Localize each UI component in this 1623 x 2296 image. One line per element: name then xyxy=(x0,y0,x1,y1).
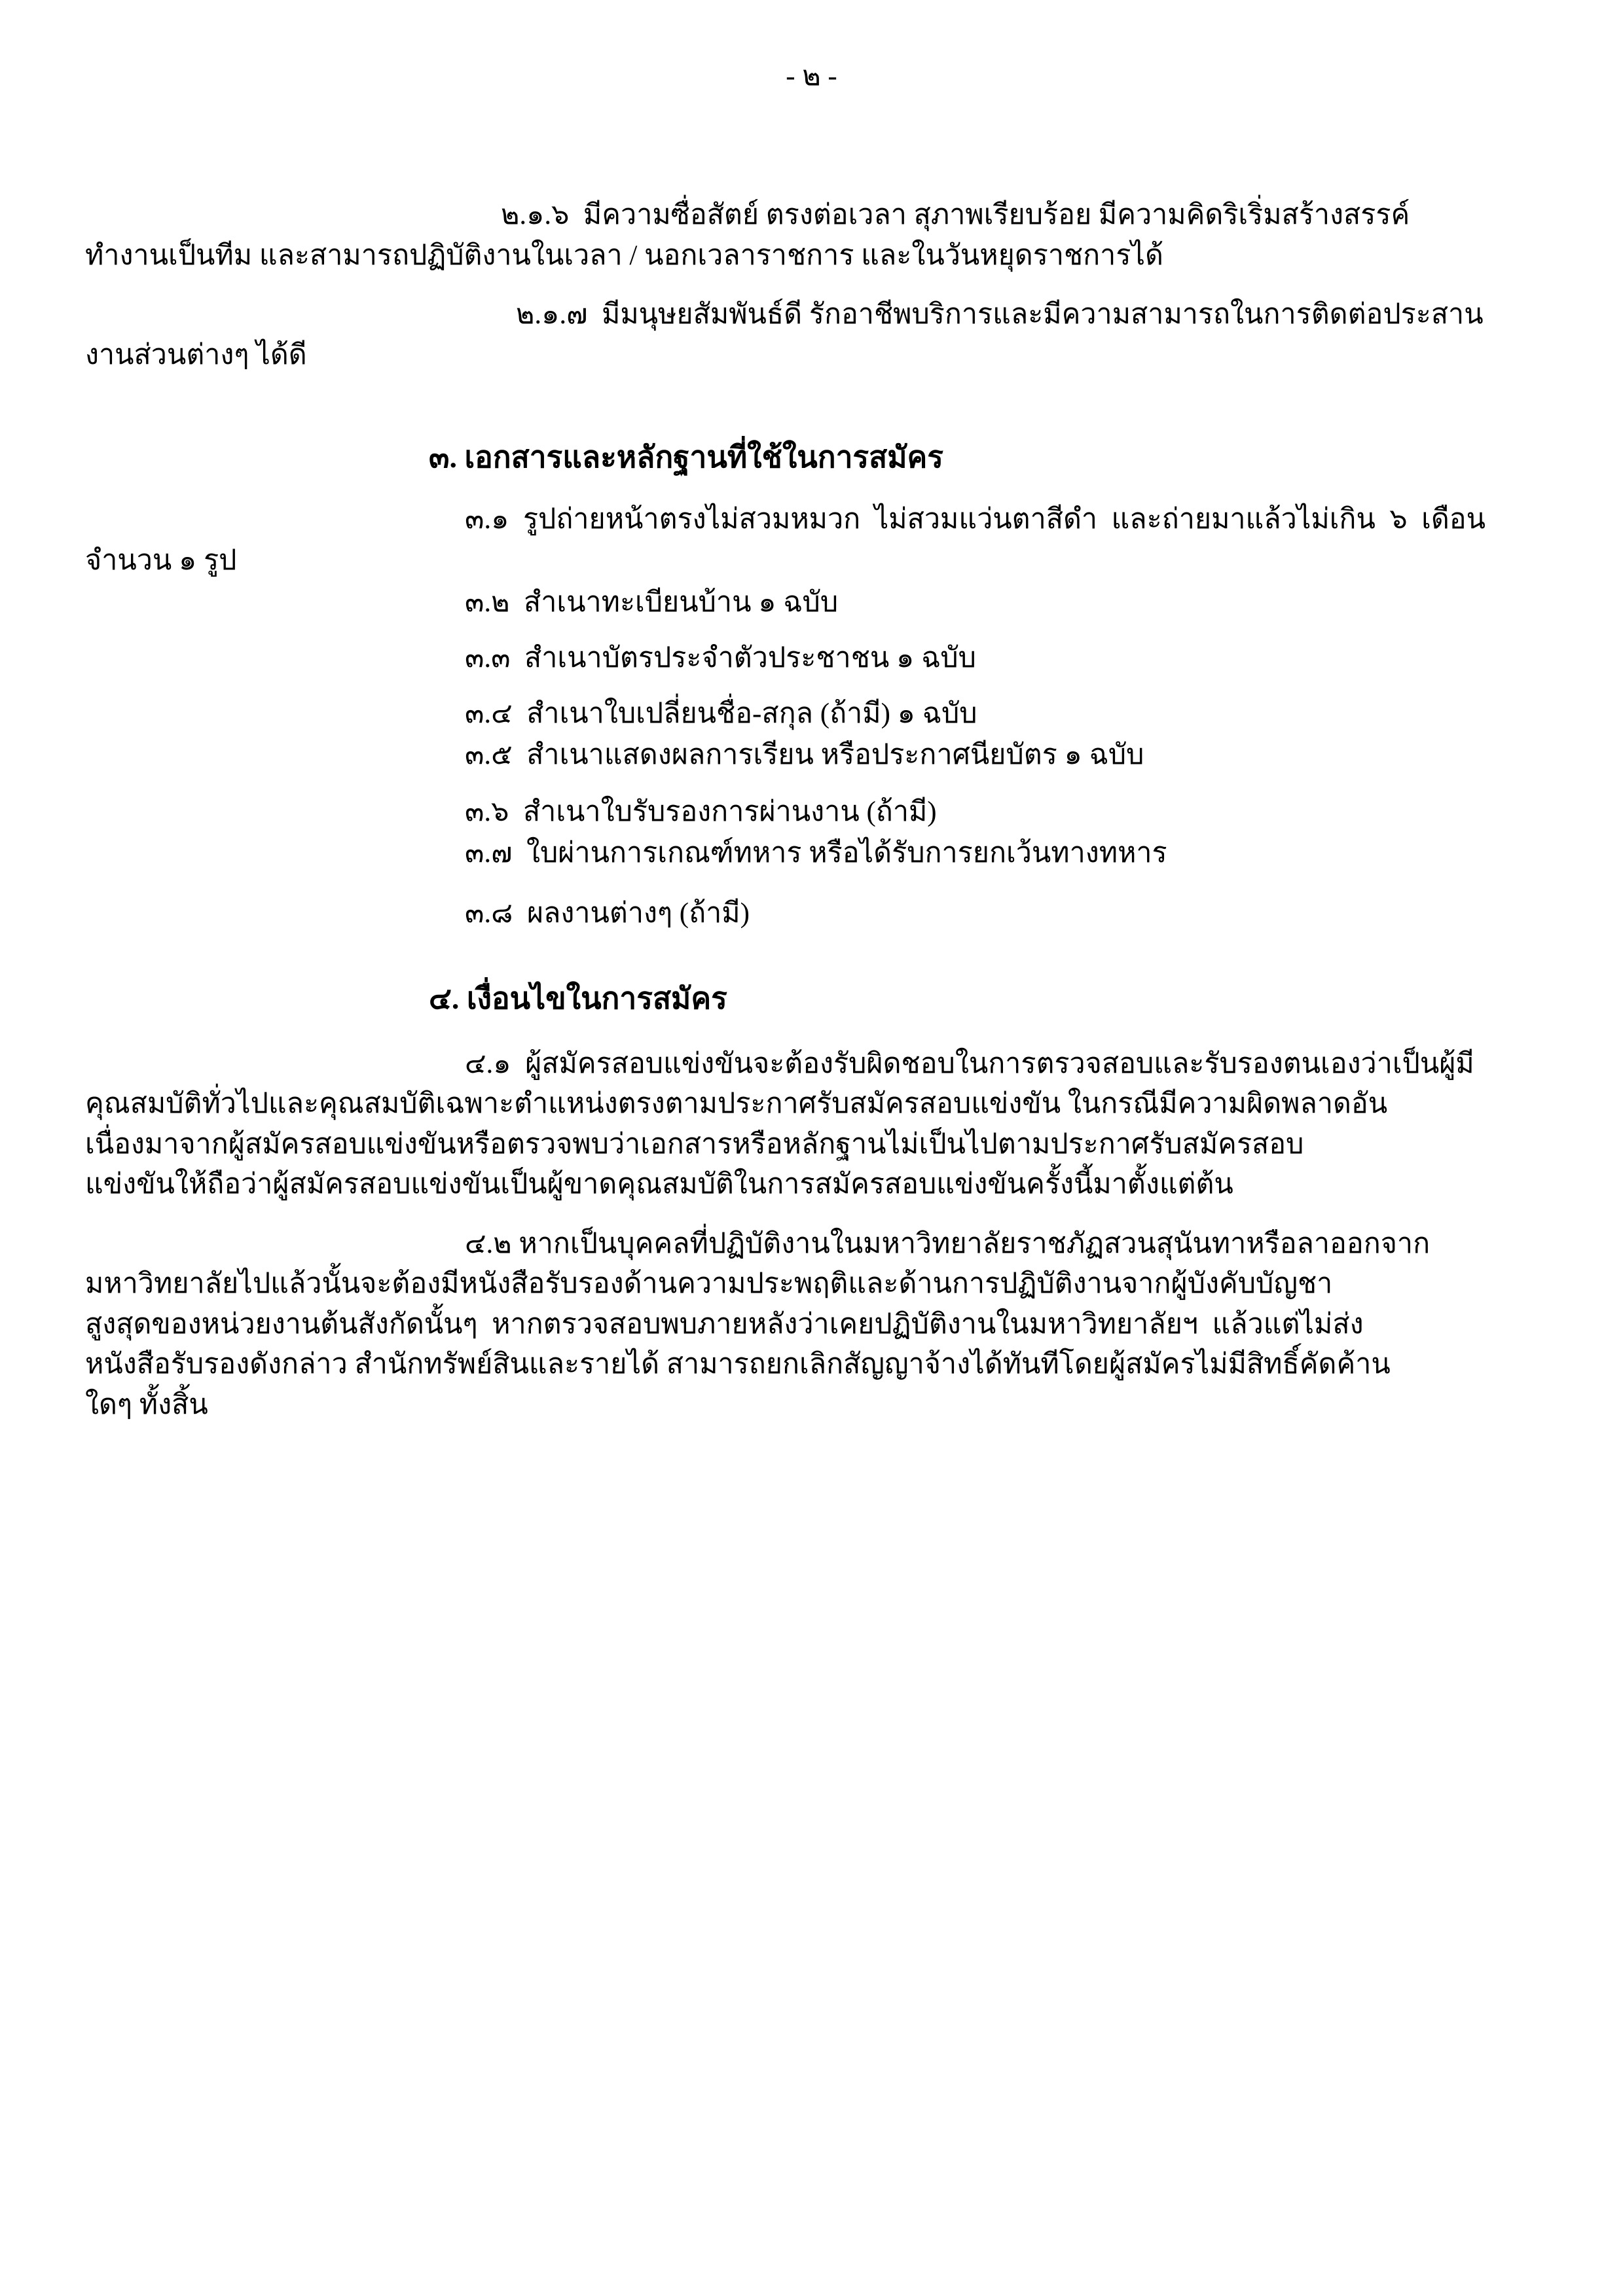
section-3-heading: ๓. เอกสารและหลักฐานที่ใช้ในการสมัคร xyxy=(429,440,943,474)
para-2-1-6-line2: ทำงานเป็นทีม และสามารถปฏิบัติงานในเวลา / นอกเวลาราชการ และในวันหยุดราชการได้ xyxy=(85,240,1163,271)
item-4-1-line3: เนื่องมาจากผู้สมัครสอบแข่งขันหรือตรวจพบว่าเอกสารหรือหลักฐานไม่เป็นไปตามประกาศรับสมัครสอบ xyxy=(85,1129,1304,1160)
item-4-2-line5: ใดๆ ทั้งสิ้น xyxy=(85,1390,208,1420)
item-3-4: ๓.๔ สำเนาใบเปลี่ยนชื่อ-สกุล (ถ้ามี) ๑ ฉบับ xyxy=(465,698,977,729)
item-3-2: ๓.๒ สำเนาทะเบียนบ้าน ๑ ฉบับ xyxy=(465,587,839,618)
item-4-1-line1: ๔.๑ ผู้สมัครสอบแข่งขันจะต้องรับผิดชอบในการตรวจสอบและรับรองตนเองว่าเป็นผู้มี xyxy=(465,1049,1474,1079)
item-4-2-line3: สูงสุดของหน่วยงานต้นสังกัดนั้นๆ หากตรวจสอบพบภายหลังว่าเคยปฏิบัติงานในมหาวิทยาลัยฯ แล้วแต่ไม่ส่ง xyxy=(85,1309,1364,1340)
item-3-1-line1: ๓.๑ รูปถ่ายหน้าตรงไม่สวมหมวก ไม่สวมแว่นตาสีดำ และถ่ายมาแล้วไม่เกิน ๖ เดือน xyxy=(465,504,1486,535)
para-2-1-7-line2: งานส่วนต่างๆ ได้ดี xyxy=(85,340,307,370)
item-3-3: ๓.๓ สำเนาบัตรประจำตัวประชาชน ๑ ฉบับ xyxy=(465,643,976,673)
item-4-1-line4: แข่งขันให้ถือว่าผู้สมัครสอบแข่งขันเป็นผู้ขาดคุณสมบัติในการสมัครสอบแข่งขันครั้งนี้มาตั้งแต่ต้น xyxy=(85,1169,1233,1200)
item-4-2-line1: ๔.๒ หากเป็นบุคคลที่ปฏิบัติงานในมหาวิทยาลัยราชภัฏสวนสุนันทาหรือลาออกจาก xyxy=(465,1229,1431,1259)
section-4-heading: ๔. เงื่อนไขในการสมัคร xyxy=(429,982,727,1015)
item-4-1-line2: คุณสมบัติทั่วไปและคุณสมบัติเฉพาะตำแหน่งตรงตามประกาศรับสมัครสอบแข่งขัน ในกรณีมีความผิดพลาดอัน xyxy=(85,1088,1388,1119)
item-3-5: ๓.๕ สำเนาแสดงผลการเรียน หรือประกาศนียบัตร ๑ ฉบับ xyxy=(465,740,1144,770)
page-number: - ๒ - xyxy=(786,61,837,92)
para-2-1-7-line1: ๒.๑.๗ มีมนุษยสัมพันธ์ดี รักอาชีพบริการและมีความสามารถในการติดต่อประสาน xyxy=(516,299,1484,330)
item-3-7: ๓.๗ ใบผ่านการเกณฑ์ทหาร หรือได้รับการยกเว้นทางทหาร xyxy=(465,838,1167,869)
item-4-2-line2: มหาวิทยาลัยไปแล้วนั้นจะต้องมีหนังสือรับรองด้านความประพฤติและด้านการปฏิบัติงานจากผู้บังคับบัญชา xyxy=(85,1268,1333,1299)
item-3-8: ๓.๘ ผลงานต่างๆ (ถ้ามี) xyxy=(465,898,750,929)
para-2-1-6-line1: ๒.๑.๖ มีความซื่อสัตย์ ตรงต่อเวลา สุภาพเรียบร้อย มีความคิดริเริ่มสร้างสรรค์ xyxy=(501,200,1410,230)
item-3-6: ๓.๖ สำเนาใบรับรองการผ่านงาน (ถ้ามี) xyxy=(465,797,937,827)
item-3-1-line2: จำนวน ๑ รูป xyxy=(85,545,237,576)
item-4-2-line4: หนังสือรับรองดังกล่าว สำนักทรัพย์สินและรายได้ สามารถยกเลิกสัญญาจ้างได้ทันทีโดยผู้สมัครไม่มีสิทธิ์คัดค้าน xyxy=(85,1349,1391,1380)
